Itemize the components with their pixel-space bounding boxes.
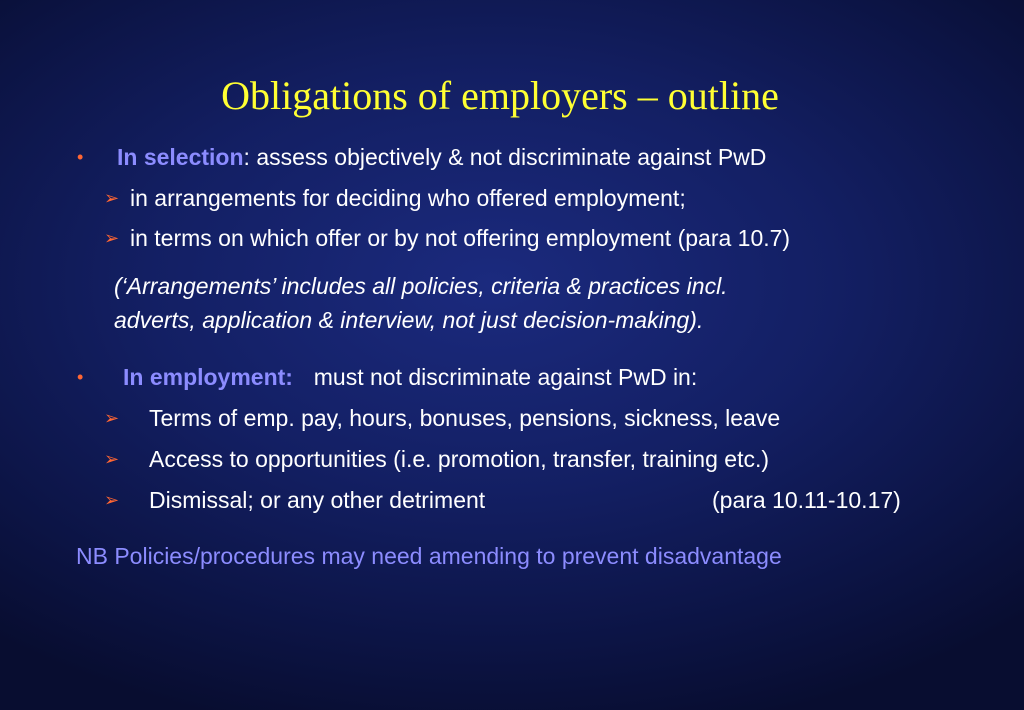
arrow-bullet-icon: ➢ bbox=[104, 188, 120, 208]
arrangements-note-line-1: (‘Arrangements’ includes all policies, criteria & practices incl. bbox=[114, 273, 728, 299]
slide-title: Obligations of employers – outline bbox=[221, 73, 779, 118]
bullet-icon: • bbox=[77, 147, 84, 167]
arrow-bullet-icon: ➢ bbox=[104, 490, 120, 510]
arrow-bullet-icon: ➢ bbox=[104, 449, 120, 469]
nb-note: NB Policies/procedures may need amending to prevent disadvantage bbox=[76, 543, 782, 569]
selection-heading: In selection bbox=[117, 144, 244, 170]
selection-text: : assess objectively & not discriminate against PwD bbox=[243, 144, 767, 170]
employment-heading: In employment: bbox=[123, 364, 293, 390]
arrow-bullet-icon: ➢ bbox=[104, 228, 120, 248]
selection-item: in arrangements for deciding who offered employment; bbox=[130, 185, 686, 211]
employment-line bbox=[123, 363, 697, 391]
bullet-icon: • bbox=[77, 367, 84, 387]
arrow-bullet-icon: ➢ bbox=[104, 408, 120, 428]
selection-item: in terms on which offer or by not offering employment (para 10.7) bbox=[130, 225, 791, 251]
employment-item: Dismissal; or any other detriment bbox=[149, 487, 486, 513]
selection-line bbox=[117, 143, 766, 171]
arrangements-note-line-2: adverts, application & interview, not just decision-making). bbox=[114, 307, 704, 333]
employment-item: Access to opportunities (i.e. promotion, transfer, training etc.) bbox=[149, 446, 770, 472]
para-reference: (para 10.11-10.17) bbox=[712, 487, 901, 513]
employment-item: Terms of emp. pay, hours, bonuses, pensions, sickness, leave bbox=[149, 405, 781, 431]
employment-text: must not discriminate against PwD in: bbox=[313, 364, 698, 390]
